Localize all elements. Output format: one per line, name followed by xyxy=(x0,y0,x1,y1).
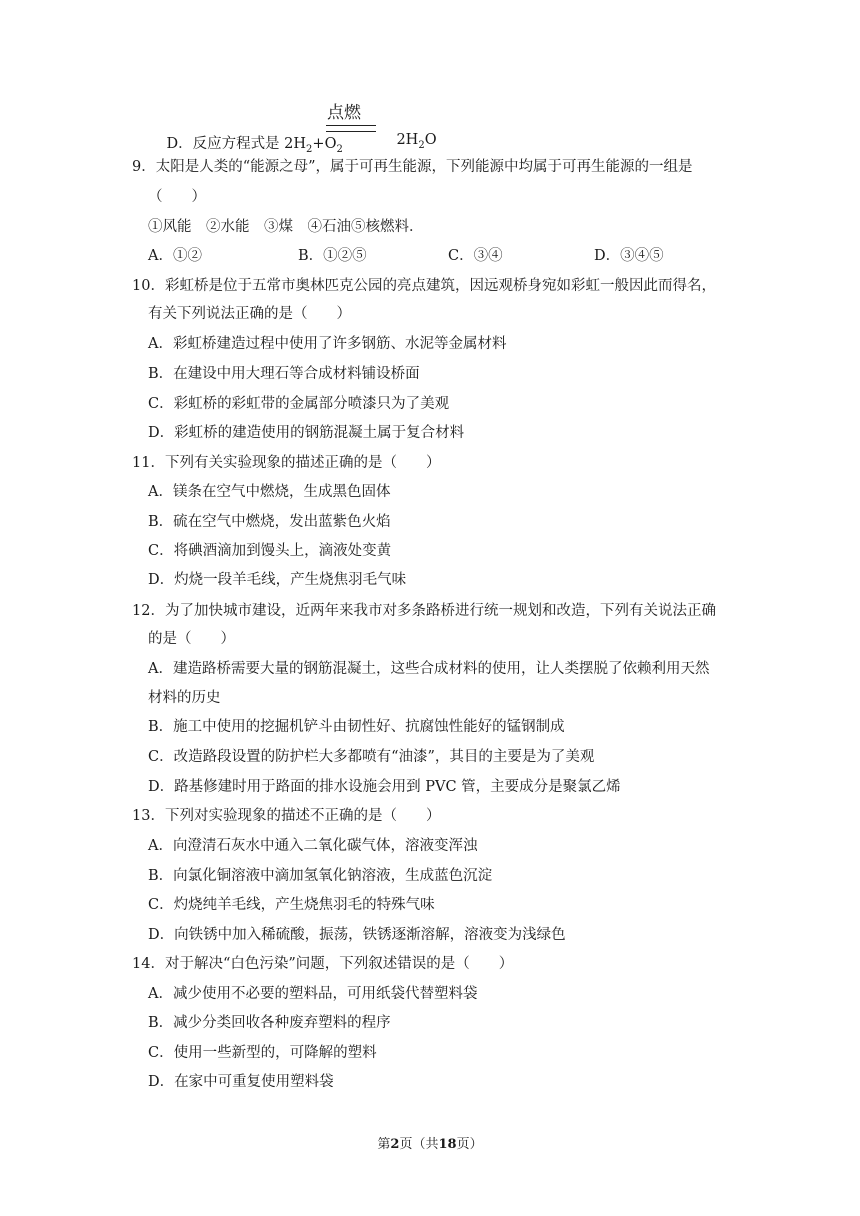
q11-option-d: D．灼烧一段羊毛线，产生烧焦羽毛气味 xyxy=(148,572,407,588)
product: 2H xyxy=(396,132,419,148)
q9-stem-cont: （ ） xyxy=(148,189,206,205)
q14-option-b: B．减少分类回收各种废弃塑料的程序 xyxy=(148,1015,391,1031)
q10-option-b: B．在建设中用大理石等合成材料铺设桥面 xyxy=(148,366,420,382)
q12-option-a-cont: 材料的历史 xyxy=(148,690,221,706)
page-footer xyxy=(0,1133,860,1152)
equals-sign xyxy=(326,125,376,132)
q13-option-a: A．向澄清石灰水中通入二氧化碳气体，溶液变浑浊 xyxy=(148,838,478,854)
reaction-condition: 点燃 xyxy=(327,103,361,123)
q14-option-d: D．在家中可重复使用塑料袋 xyxy=(148,1074,334,1090)
q9-items: ①风能 ②水能 ③煤 ④石油⑤核燃料． xyxy=(148,219,424,235)
q14-stem: 14．对于解决“白色污染”问题，下列叙述错误的是（ ） xyxy=(132,956,514,972)
q11-option-c: C．将碘酒滴加到馒头上，滴液处变黄 xyxy=(148,543,392,559)
q10-stem: 10．彩虹桥是位于五常市奥林匹克公园的亮点建筑，因远观桥身宛如彩虹一般因此而得名， xyxy=(132,278,716,294)
q9-option-a: A．①② xyxy=(148,248,202,264)
q12-stem: 12．为了加快城市建设，近两年来我市对多条路桥进行统一规划和改造，下列有关说法正确 xyxy=(132,603,716,619)
subscript: 2 xyxy=(306,143,313,155)
q13-stem: 13．下列对实验现象的描述不正确的是（ ） xyxy=(132,808,441,824)
q10-option-d: D．彩虹桥的建造使用的钢筋混凝土属于复合材料 xyxy=(148,425,465,441)
q12-stem-cont: 的是（ ） xyxy=(148,631,235,647)
footer-post: 页） xyxy=(456,1137,483,1152)
q9-option-c: C．③④ xyxy=(448,248,503,264)
q11-option-b: B．硫在空气中燃烧，发出蓝紫色火焰 xyxy=(148,514,391,530)
q12-option-b: B．施工中使用的挖掘机铲斗由韧性好、抗腐蚀性能好的锰钢制成 xyxy=(148,719,565,735)
q10-option-a: A．彩虹桥建造过程中使用了许多钢筋、水泥等金属材料 xyxy=(148,336,507,352)
q9-option-d: D．③④⑤ xyxy=(594,248,664,264)
total-pages: 18 xyxy=(438,1137,457,1152)
q11-stem: 11．下列有关实验现象的描述正确的是（ ） xyxy=(132,455,441,471)
q8-d-text: D．反应方程式是 2H xyxy=(166,136,307,152)
q10-stem-cont: 有关下列说法正确的是（ ） xyxy=(148,306,351,322)
q9-option-b: B．①②⑤ xyxy=(298,248,367,264)
q13-option-d: D．向铁锈中加入稀硫酸，振荡，铁锈逐渐溶解，溶液变为浅绿色 xyxy=(148,927,566,943)
q13-option-c: C．灼烧纯羊毛线，产生烧焦羽毛的特殊气味 xyxy=(148,897,435,913)
subscript: 2 xyxy=(418,139,425,151)
subscript: 2 xyxy=(336,143,343,155)
q12-option-c: C．改造路段设置的防护栏大多都喷有“油漆”，其目的主要是为了美观 xyxy=(148,749,595,765)
q11-option-a: A．镁条在空气中燃烧，生成黑色固体 xyxy=(148,484,391,500)
q12-option-a: A．建造路桥需要大量的钢筋混凝土，这些合成材料的使用，让人类摆脱了依赖利用天然 xyxy=(148,661,710,677)
footer-mid: 页（共 xyxy=(399,1137,439,1152)
q12-option-d: D．路基修建时用于路面的排水设施会用到 PVC 管，主要成分是聚氯乙烯 xyxy=(148,779,621,795)
q14-option-a: A．减少使用不必要的塑料品，可用纸袋代替塑料袋 xyxy=(148,986,478,1002)
current-page: 2 xyxy=(390,1137,400,1152)
footer-pre: 第 xyxy=(377,1137,391,1152)
plus-o: +O xyxy=(312,136,337,152)
q13-option-b: B．向氯化铜溶液中滴加氢氧化钠溶液，生成蓝色沉淀 xyxy=(148,868,493,884)
q14-option-c: C．使用一些新型的，可降解的塑料 xyxy=(148,1045,377,1061)
q9-stem: 9．太阳是人类的“能源之母”，属于可再生能源，下列能源中均属于可再生能源的一组是 xyxy=(132,159,693,175)
product-tail: O xyxy=(424,132,437,148)
q10-option-c: C．彩虹桥的彩虹带的金属部分喷漆只为了美观 xyxy=(148,396,450,412)
